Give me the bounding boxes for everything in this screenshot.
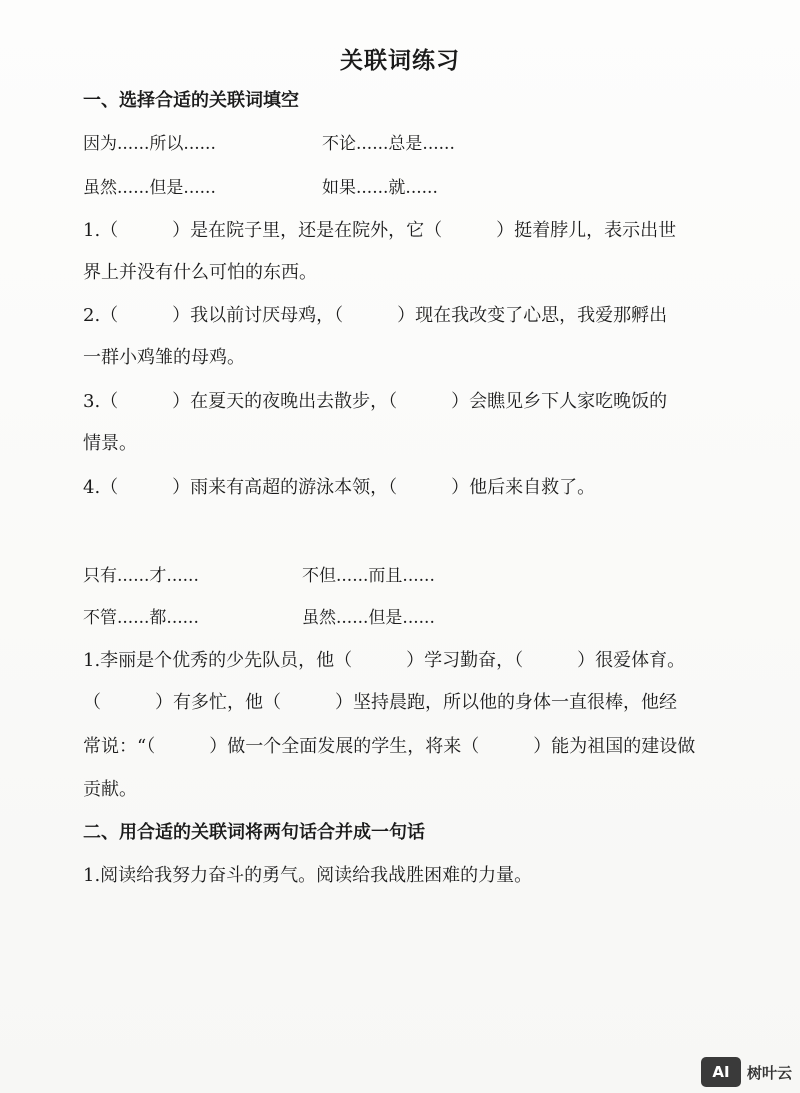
paragraph-line-1: 1.李丽是个优秀的少先队员，他（ ）学习勤奋，（ ）很爱体育。 <box>83 650 686 671</box>
word-pair: 虽然......但是...... <box>83 178 216 198</box>
question-3-line-1: 3.（ ）在夏天的夜晚出去散步，（ ）会瞧见乡下人家吃晚饭的 <box>83 391 668 412</box>
section1-heading: 一、选择合适的关联词填空 <box>83 90 299 111</box>
word-pair: 不论......总是...... <box>322 134 455 154</box>
word-pair: 只有......才...... <box>83 566 199 586</box>
page-title: 关联词练习 <box>340 47 460 74</box>
question-4-line-1: 4.（ ）雨来有高超的游泳本领，（ ）他后来自救了。 <box>83 477 596 498</box>
question-1-line-2: 界上并没有什么可怕的东西。 <box>83 262 317 283</box>
word-pair: 虽然......但是...... <box>302 608 435 628</box>
word-pair: 不但......而且...... <box>302 566 435 586</box>
question-2-line-1: 2.（ ）我以前讨厌母鸡，（ ）现在我改变了心思，我爱那孵出 <box>83 305 668 326</box>
word-pair: 因为......所以...... <box>83 134 216 154</box>
paragraph-line-2: （ ）有多忙，他（ ）坚持晨跑，所以他的身体一直很棒，他经 <box>83 692 677 713</box>
paragraph-line-4: 贡献。 <box>83 779 137 800</box>
question-3-line-2: 情景。 <box>83 433 137 454</box>
section2-heading: 二、用合适的关联词将两句话合并成一句话 <box>83 822 425 843</box>
paragraph-line-3: 常说：“（ ）做一个全面发展的学生，将来（ ）能为祖国的建设做 <box>83 736 696 757</box>
word-pair: 如果......就...... <box>322 178 438 198</box>
question-2-line-2: 一群小鸡雏的母鸡。 <box>83 347 245 368</box>
section2-question-1: 1.阅读给我努力奋斗的勇气。阅读给我战胜困难的力量。 <box>83 865 533 886</box>
watermark <box>701 1057 792 1087</box>
watermark-logo-icon: AI <box>701 1057 741 1087</box>
word-pair: 不管......都...... <box>83 608 199 628</box>
question-1-line-1: 1.（ ）是在院子里，还是在院外，它（ ）挺着脖儿，表示出世 <box>83 220 677 241</box>
watermark-text: 树叶云 <box>746 1063 792 1082</box>
